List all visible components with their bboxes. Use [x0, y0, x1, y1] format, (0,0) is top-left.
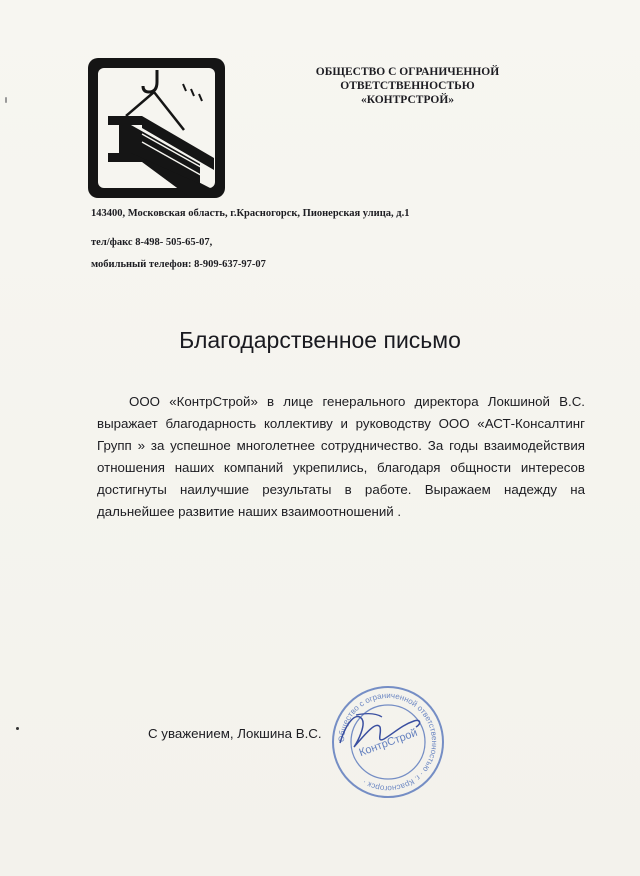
handwritten-signature [336, 703, 426, 759]
closing-signoff: С уважением, Локшина В.С. [148, 726, 322, 741]
address-line: 143400, Московская область, г.Красногорск, Пионерская улица, д.1 [91, 208, 410, 219]
seal-ring-text: Общество с ограниченной ответственностью · г. Красногорск · [336, 690, 440, 794]
company-line-2: ОТВЕТСТВЕННОСТЬЮ [340, 80, 475, 92]
phone-line: тел/факс 8-498- 505-65-07, [91, 237, 213, 248]
company-header [300, 65, 515, 107]
scan-speck [16, 727, 19, 730]
crane-beam-logo-icon [88, 58, 225, 198]
letter-title: Благодарственное письмо [179, 327, 461, 353]
scan-speck [5, 97, 7, 103]
company-line-1: ОБЩЕСТВО С ОГРАНИЧЕННОЙ [315, 66, 500, 78]
company-line-3: «КОНТРСТРОЙ» [360, 94, 455, 106]
letter-body: ООО «КонтрСтрой» в лице генерального директора Локшиной В.С. выражает благодарность коллективу и руководству ООО «АСТ-Консалтинг Групп » за успешное многолетнее сотрудничество. За годы взаимодействия отношения наших компаний укрепились, благодаря общности интересов достигнуты наилучшие результаты в работе. Выражаем надежду на дальнейшее развитие наших взаимоотношений . [97, 394, 585, 519]
seal-center-text: КонтрСтрой [357, 726, 420, 760]
mobile-line: мобильный телефон: 8-909-637-97-07 [91, 259, 266, 270]
